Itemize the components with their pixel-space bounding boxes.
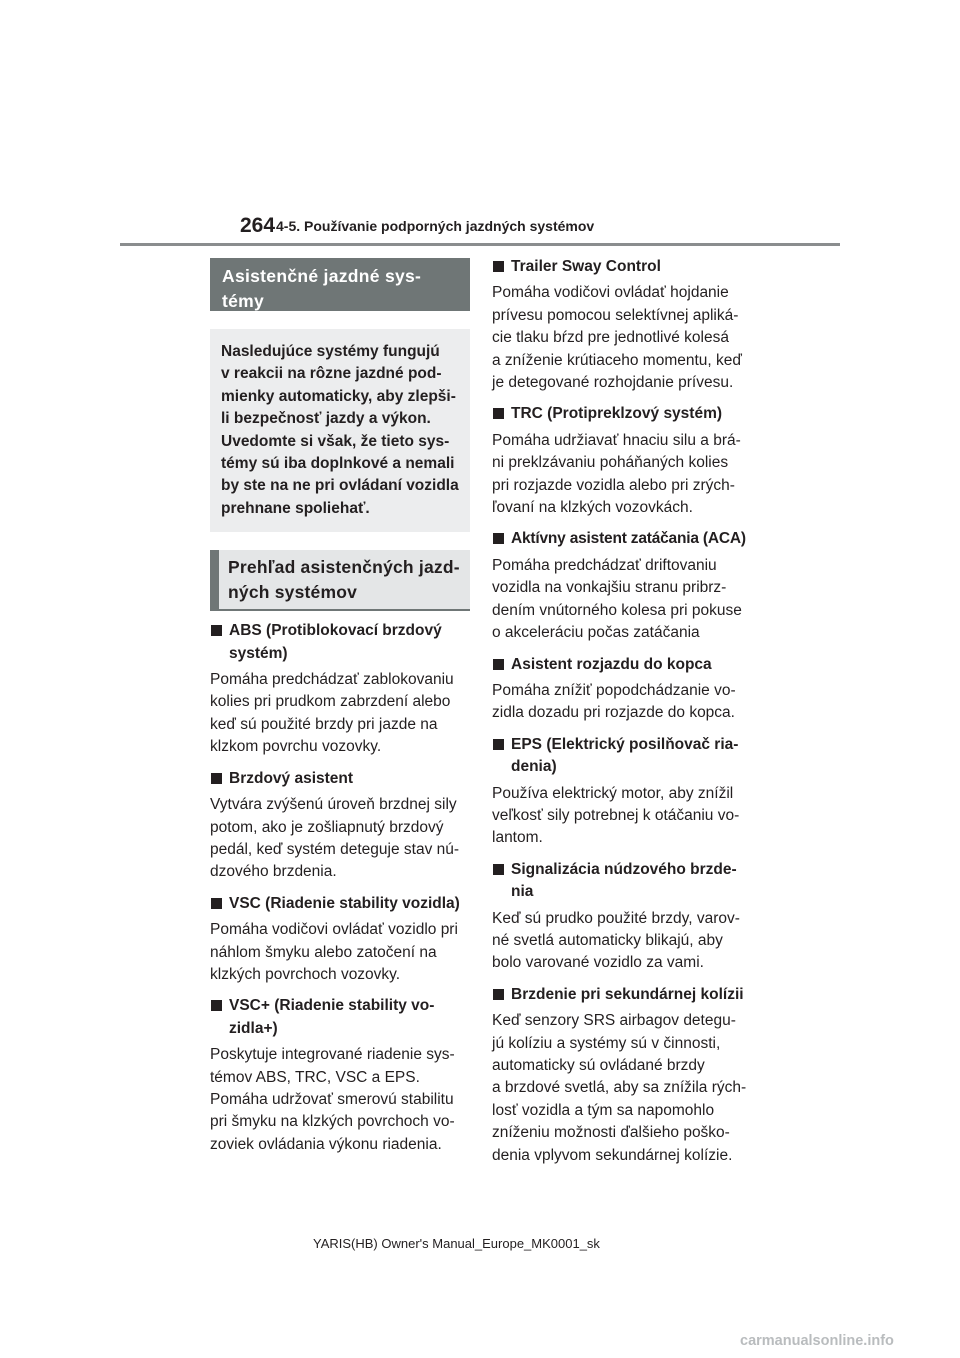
list-item (492, 528, 754, 644)
item-body: Pomáha vodičovi ovládať hojdanie prívesu pomocou selektívnej apliká- cie tlaku bŕzd pre jednotlivé kolesá a zníženie krútiaceho momentu, keď je detegované rozhojdanie prívesu. (492, 284, 742, 392)
watermark: carmanualsonline.info (740, 1333, 894, 1349)
item-body: Vytvára zvýšenú úroveň brzdnej sily potom, ako je zošliapnutý brzdový pedál, keď systém deteguje stav nú- dzového brzdenia. (210, 796, 460, 881)
item-body: Pomáha predchádzať driftovaniu vozidla na vonkajšiu stranu pribrz- dením vnútorného kolesa pri pokuse o akceleráciu počas zatáčania (492, 556, 742, 642)
item-heading (492, 984, 754, 1006)
item-body: Pomáha vodičovi ovládať vozidlo pri náhlom šmyku alebo zatočení na klzkých povrchoch vozovky. (210, 921, 458, 983)
list-item (210, 768, 470, 884)
item-heading (492, 528, 754, 550)
bullet-square-icon (211, 625, 222, 636)
bullet-square-icon (493, 261, 504, 272)
item-title: Asistent rozjazdu do kopca (511, 655, 712, 673)
list-item (492, 859, 754, 975)
item-body: Používa elektrický motor, aby znížil veľkosť sily potrebnej k otáčaniu vo- lantom. (492, 784, 740, 847)
item-body: Keď sú prudko použité brzdy, varov- né svetlá automaticky blikajú, aby bolo varované vozidlo za vami. (492, 909, 740, 972)
right-item-list (492, 256, 754, 1167)
page-number: 264 (240, 214, 276, 237)
item-heading (492, 256, 754, 278)
footer-document-id: YARIS(HB) Owner's Manual_Europe_MK0001_sk (313, 1236, 600, 1251)
item-heading (492, 734, 754, 779)
bullet-square-icon (211, 1000, 222, 1011)
bullet-square-icon (493, 739, 504, 750)
section-title: 4-5. Používanie podporných jazdných systémov (276, 218, 595, 234)
item-heading (210, 620, 470, 665)
item-heading (210, 893, 470, 915)
item-title: Aktívny asistent zatáčania (ACA) (511, 530, 746, 548)
item-heading (210, 995, 470, 1040)
list-item (492, 984, 754, 1167)
header-divider (120, 243, 840, 246)
right-column (492, 256, 754, 1176)
main-heading: Asistenčné jazdné sys- témy (210, 258, 470, 311)
item-title: VSC (Riadenie stability vozidla) (229, 894, 460, 912)
item-title: VSC+ (Riadenie stability vo- zidla+) (229, 997, 435, 1037)
list-item (492, 654, 754, 725)
bullet-square-icon (493, 659, 504, 670)
item-title: Signalizácia núdzového brzde- nia (511, 860, 737, 901)
item-body: Pomáha znížiť popodchádzanie vo- zidla dozadu pri rozjazde do kopca. (492, 681, 736, 722)
list-item (492, 734, 754, 850)
item-body: Poskytuje integrované riadenie sys- témov ABS, TRC, VSC a EPS. Pomáha udržovať smerovú stabilitu pri šmyku na klzkých povrchoch vo- zoviek ovládania výkonu riadenia. (210, 1046, 455, 1153)
bullet-square-icon (493, 408, 504, 419)
item-title: Brzdový asistent (229, 769, 354, 787)
subheading: Prehľad asistenčných jazd- ných systémov (210, 550, 470, 611)
bullet-square-icon (493, 864, 504, 875)
bullet-square-icon (493, 989, 504, 1000)
list-item (492, 256, 754, 394)
list-item (210, 893, 470, 987)
item-title: Brzdenie pri sekundárnej kolízii (511, 985, 744, 1003)
item-title: TRC (Protipreklzový systém) (511, 405, 723, 423)
bullet-square-icon (493, 533, 504, 544)
item-heading (210, 768, 470, 790)
item-body: Pomáha predchádzať zablokovaniu kolies pri prudkom zabrzdení alebo keď sú použité brzdy pri jazde na klzkom povrchu vozovky. (210, 671, 454, 756)
item-body: Pomáha udržiavať hnaciu silu a brá- ni preklzávaniu poháňaných kolies pri rozjazde vozidla alebo pri zrých- ľovaní na klzkých vozovkách. (492, 431, 741, 517)
list-item (210, 620, 470, 758)
bullet-square-icon (211, 773, 222, 784)
list-item (210, 995, 470, 1156)
item-heading (492, 403, 754, 425)
intro-box: Nasledujúce systémy fungujú v reakcii na rôzne jazdné pod- mienky automaticky, aby zlepši- li bezpečnosť jazdy a výkon. Uvedomte si však, že tieto sys- témy sú iba doplnkové a nemali by ste na ne pri ovládaní vozidla prehnane spoliehať. (210, 329, 470, 532)
item-title: EPS (Elektrický posilňovač ria- denia) (511, 735, 739, 776)
item-heading (492, 859, 754, 904)
left-column (210, 258, 470, 1165)
list-item (492, 403, 754, 519)
item-title: Trailer Sway Control (511, 258, 661, 275)
item-heading (492, 654, 754, 676)
left-item-list (210, 620, 470, 1156)
item-body: Keď senzory SRS airbagov detegu- jú kolíziu a systémy sú v činnosti, automaticky sú ovládané brzdy a brzdové svetlá, aby sa znížila rých- losť vozidla a tým sa napomohlo zníženiu možnosti ďalšieho poško- denia vplyvom sekundárnej kolízie. (492, 1012, 747, 1164)
bullet-square-icon (211, 898, 222, 909)
item-title: ABS (Protiblokovací brzdový systém) (229, 622, 442, 662)
